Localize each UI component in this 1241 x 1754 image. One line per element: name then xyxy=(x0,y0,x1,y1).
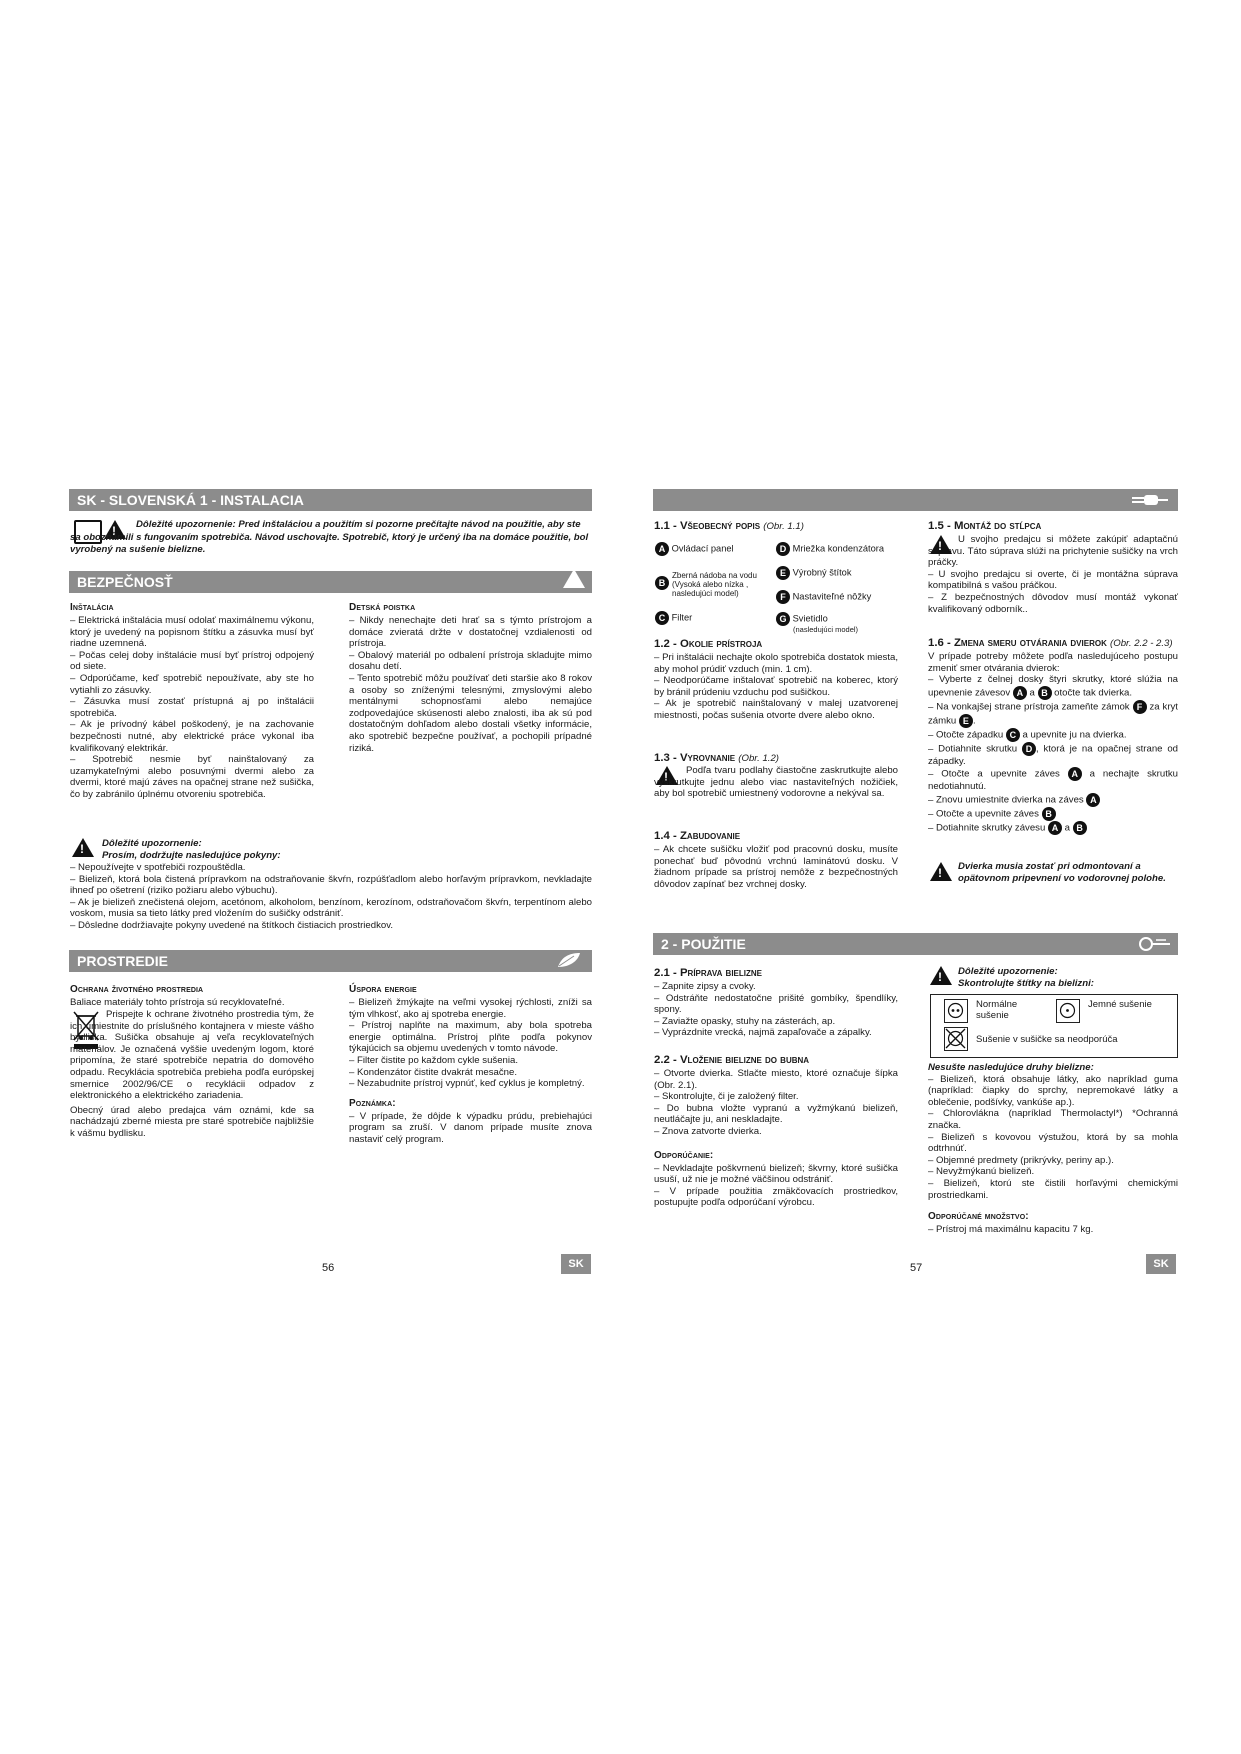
environment-title: Ochrana životného prostredia xyxy=(70,984,204,995)
section-2-2-item: – Znova zatvorte dvierka. xyxy=(654,1125,762,1137)
install-item: – Elektrická inštalácia musí odolať maximálnemu výkonu, ktorý je uvedený na popisnom štítku a zásuvka musí byť riadne uzemnená. xyxy=(70,615,314,650)
section-1-6-step xyxy=(928,821,1178,835)
gentle-dry-symbol-icon xyxy=(1056,999,1080,1023)
install-item: – Ak je prívodný kábel poškodený, je na zachovanie bezpečnosti nutné, aby elektrické práce vykonal iba kvalifikovaný elektrikár. xyxy=(70,719,314,754)
section-1-6-step xyxy=(928,742,1178,768)
quantity-text: – Prístroj má maximálnu kapacitu 7 kg. xyxy=(928,1224,1094,1236)
section-1-1-heading: 1.1 - Všeobecný popis xyxy=(654,520,761,532)
install-item: – Spotrebič nesmie byť nainštalovaný za uzamykateľnými alebo posuvnými dvermi alebo za dvermi, ktoré majú záves na opačnej strane než sušička, čo by zabránilo úplnému otvoreniu spotrebiča. xyxy=(70,754,314,800)
warning2-item: – Bielizeň, ktorá bola čistená prípravkom na odstraňovanie škvŕn, rozpúšťadlom alebo horľavým prípravkom, nevkladajte ihneď po ošetrení (riziko požiaru alebo výbuchu). xyxy=(70,873,592,897)
warning-icon xyxy=(930,862,952,881)
page-header-bar xyxy=(69,489,592,511)
legend-sublabel: (nasledujúci model) xyxy=(793,625,859,634)
section-2-1-title: 2.1 - Príprava bielizne xyxy=(654,967,762,979)
intro-warning-text: Dôležité upozornenie: Pred inštaláciou a použitím si pozorne prečítajte návod na použitie, aby ste sa oboznámili s fungovaním spotrebiča. Návod uschovajte. Spotrebič, ktorý je určený iba na domáce použitie, bol vyrobený na sušenie bielizne. xyxy=(70,519,589,555)
section-1-2-title: 1.2 - Okolie prístroja xyxy=(654,638,763,650)
no-dry-item: – Objemné predmety (prikrývky, periny ap.). xyxy=(928,1154,1114,1166)
step-text: – Otočte a upevnite záves xyxy=(928,768,1068,780)
label-warning-title: Dôležité upozornenie: xyxy=(958,966,1058,977)
hand-icon xyxy=(1138,935,1172,953)
step-text: – Dotiahnite skrutky závesu xyxy=(928,822,1048,834)
no-dry-section xyxy=(928,1062,1178,1236)
section-1-6-ref: (Obr. 2.2 - 2.3) xyxy=(1110,638,1173,649)
section-2-1-item: – Zaviažte opasky, stuhy na zásterách, ap. xyxy=(654,1015,836,1027)
marker-a-icon: A xyxy=(1068,767,1082,781)
legend-label: Filter xyxy=(671,612,693,623)
use-bar xyxy=(653,933,1178,955)
child-safety-section xyxy=(349,602,592,754)
no-dry-item: – Nevyžmýkanú bielizeň. xyxy=(928,1166,1035,1178)
environment-text-block xyxy=(70,1009,314,1140)
section-1-5-title: 1.5 - Montáž do stĺpca xyxy=(928,520,1042,532)
step-text: a upevnite ju na dvierka. xyxy=(1022,729,1127,741)
install-item: – Odporúčame, keď spotrebič nepoužívate, aby ste ho vytiahli zo zásuvky. xyxy=(70,672,314,696)
page-number: 57 xyxy=(910,1262,923,1274)
legend-label: Mriežka kondenzátora xyxy=(792,543,885,554)
page-header-bar xyxy=(653,489,1178,511)
warning2-list xyxy=(70,862,592,932)
section-2-1-item: – Odstráňte nedostatočne prišité gombíky, špendlíky, spony. xyxy=(654,992,898,1016)
legend-label: Výrobný štítok xyxy=(792,567,852,578)
note-title: Poznámka: xyxy=(349,1097,396,1109)
recommendation-item: – Nevkladajte poškvrnenú bielizeň; škvrny, ktoré sušička usuší, už nie je možné väčšinou odstrániť. xyxy=(654,1162,898,1186)
section-1-6-step xyxy=(928,807,1178,821)
marker-b-icon: B xyxy=(655,576,669,590)
safety-warning-icon xyxy=(563,569,585,588)
section-1-3-heading: 1.3 - Vyrovnanie xyxy=(654,752,736,764)
section-1-1-title xyxy=(654,520,804,533)
environment-text: Prispejte k ochrane životného prostredia tým, že ich umiestnite do príslušného kontajnera v mieste vášho bydliska. Sušička obsahuje aj veľa recyklovateľných materiálov. Je označená vyššie uvedeným logom, ktoré pripomína, že staré spotrebiče nepatria do domového odpadu. Recyklácia spotrebiča prebieha podľa európskej smernice 2002/96/CE o recyklácii odpadov z elektronického a elektrického zariadenia. xyxy=(70,1009,314,1102)
marker-c-icon: C xyxy=(1006,728,1020,742)
legend-item-d xyxy=(776,542,884,556)
warning2-subtitle: Prosím, dodržujte nasledujúce pokyny: xyxy=(102,850,281,861)
installation-section xyxy=(70,602,314,801)
section-1-6-step xyxy=(928,767,1178,793)
marker-a-icon: A xyxy=(655,542,669,556)
section-1-2-item: – Ak je spotrebič nainštalovaný v malej uzatvorenej miestnosti, počas sušenia otvorte dvere alebo okno. xyxy=(654,698,898,721)
normal-dry-label: Normálne sušenie xyxy=(976,999,1018,1021)
energy-item: – Nezabudnite prístroj vypnúť, keď cyklus je kompletný. xyxy=(349,1078,585,1090)
energy-item: – Prístroj naplňte na maximum, aby bola spotreba energie optimálna. Prístroj plňte podľa pokynov týkajúcich sa objemu uvedených v tomto návode. xyxy=(349,1020,592,1055)
warning2-item: – Dôsledne dodržiavajte pokyny uvedené na štítkoch čistiacich prostriedkov. xyxy=(70,919,393,931)
section-2-1 xyxy=(654,967,898,1039)
marker-b-icon: B xyxy=(1073,821,1087,835)
section-1-4 xyxy=(654,830,898,890)
safety-bar-title: BEZPEČNOSŤ xyxy=(77,574,173,590)
child-item: – Nikdy nenechajte deti hrať sa s týmto prístrojom a domáce zvieratá držte v dostatočnej vzdialenosti od prístroja. xyxy=(349,615,592,650)
legend-label: Zberná nádoba na vodu xyxy=(672,571,757,580)
energy-item: – Kondenzátor čistite dvakrát mesačne. xyxy=(349,1066,517,1078)
marker-e-icon: E xyxy=(959,714,973,728)
use-bar-title: 2 - POUŽITIE xyxy=(661,936,746,952)
language-badge: SK xyxy=(561,1254,591,1274)
marker-f-icon: F xyxy=(776,590,790,604)
step-text: a nechajte skrutku nedotiahnutú. xyxy=(928,768,1178,793)
marker-a-icon: A xyxy=(1048,821,1062,835)
section-1-2-item: – Neodporúčame inštalovať spotrebič na koberec, ktorý by bránil prúdeniu vzduchu pod sušičkou. xyxy=(654,675,898,698)
section-1-3-ref: (Obr. 1.2) xyxy=(738,753,779,764)
no-dry-title: Nesušte nasledujúce druhy bielizne: xyxy=(928,1062,1094,1073)
section-1-1-ref: (Obr. 1.1) xyxy=(763,521,804,532)
step-text: – Na vonkajšej strane prístroja zameňte zámok xyxy=(928,701,1133,713)
warning-icon xyxy=(930,966,952,985)
normal-dry-symbol-icon xyxy=(944,999,968,1023)
note-text: – V prípade, že dôjde k výpadku prúdu, prebiehajúci program sa zruší. V danom prípade musíte znova nastaviť celý program. xyxy=(349,1110,592,1145)
environment-bar xyxy=(69,950,592,972)
section-1-6-heading: 1.6 - Zmena smeru otvárania dvierok xyxy=(928,637,1107,649)
legend-item-f xyxy=(776,590,871,604)
legend-item-b xyxy=(655,571,785,598)
environment-section xyxy=(70,984,314,1009)
step-text: – Dotiahnite skrutku xyxy=(928,743,1022,755)
recommendation-title: Odporúčanie: xyxy=(654,1149,714,1161)
section-1-5 xyxy=(928,520,1178,615)
marker-d-icon: D xyxy=(776,542,790,556)
plug-icon xyxy=(1130,491,1170,509)
child-item: – Obalový materiál po odbalení prístroja skladujte mimo dosahu detí. xyxy=(349,649,592,673)
marker-b-icon: B xyxy=(1038,686,1052,700)
section-2-2-item: – Skontrolujte, či je založený filter. xyxy=(654,1091,799,1103)
marker-a-icon: A xyxy=(1013,686,1027,700)
section-1-4-title: 1.4 - Zabudovanie xyxy=(654,830,741,842)
energy-item: – Bielizeň žmýkajte na veľmi vysokej rýchlosti, zníži sa tým vlhkosť, ako aj spotreba energie. xyxy=(349,997,592,1020)
environment-bar-title: PROSTREDIE xyxy=(77,953,169,969)
marker-a-icon: A xyxy=(1086,793,1100,807)
no-dry-item: – Chlorovlákna (napríklad Thermolactyl*) *Ochranná značka. xyxy=(928,1108,1178,1131)
section-1-2-item: – Pri inštalácii nechajte okolo spotrebiča dostatok miesta, aby mohol prúdiť vzduch (min. 1 cm). xyxy=(654,652,898,675)
section-1-6 xyxy=(928,637,1178,835)
step-text: – Vyberte z čelnej dosky štyri skrutky, ktoré slúžia na upevnenie závesov xyxy=(928,674,1178,699)
energy-item: – Filter čistite po každom cykle sušenia. xyxy=(349,1054,519,1066)
legend-item-a xyxy=(655,542,734,556)
child-safety-title: Detská poistka xyxy=(349,602,416,613)
section-1-6-step xyxy=(928,728,1178,742)
section-2-2 xyxy=(654,1054,898,1209)
install-item: – Zásuvka musí zostať prístupná aj po inštalácii spotrebiča. xyxy=(70,696,314,719)
quantity-title: Odporúčané množstvo: xyxy=(928,1211,1029,1223)
step-text: – Znovu umiestnite dvierka na záves xyxy=(928,794,1087,806)
leaf-icon xyxy=(556,951,582,969)
section-1-6-step xyxy=(928,700,1178,728)
section-2-2-item: – Otvorte dvierka. Stlačte miesto, ktoré označuje šípka (Obr. 2.1). xyxy=(654,1068,898,1091)
no-dry-item: – Bielizeň s kovovou výstužou, ktorá by sa mohla odtrhnúť. xyxy=(928,1131,1178,1155)
energy-section xyxy=(349,984,592,1146)
energy-title: Úspora energie xyxy=(349,984,417,995)
warning2-item: – Ak je bielizeň znečistená olejom, acetónom, alkoholom, benzínom, kerozínom, odstraňovačom škvŕn, terpentínom alebo voskom, musia sa tieto látky pred vložením do sušičky odstrániť. xyxy=(70,896,592,920)
marker-c-icon: C xyxy=(655,611,669,625)
environment-text: Baliace materiály tohto prístroja sú recyklovateľné. xyxy=(70,997,285,1008)
warning2-title: Dôležité upozornenie: xyxy=(102,838,202,849)
warning-icon xyxy=(72,838,94,857)
section-2-2-item: – Do bubna vložte vypranú a vyžmýkanú bielizeň, neutláčajte ju, ani neskladajte. xyxy=(654,1102,898,1126)
no-dry-item: – Bielizeň, ktorú ste čistili horľavými chemickými prostriedkami. xyxy=(928,1177,1178,1201)
section-1-6-intro: V prípade potreby môžete podľa nasledujúceho postupu zmeniť smer otvárania dvierok: xyxy=(928,651,1178,674)
section-1-2 xyxy=(654,638,898,722)
section-2-1-item: – Zapnite zipsy a cvoky. xyxy=(654,981,756,992)
no-dry-item: – Bielizeň, ktorá obsahuje látky, ako napríklad guma (napríklad: čiapky do sprchy, nepremokavé látky a oblečenie, podšívky, vankúše ap.). xyxy=(928,1073,1178,1108)
gentle-dry-label: Jemné sušenie xyxy=(1088,999,1152,1010)
marker-d-icon: D xyxy=(1022,742,1036,756)
legend-item-g xyxy=(776,612,858,634)
legend-label: Svietidlo xyxy=(792,613,828,624)
marker-b-icon: B xyxy=(1042,807,1056,821)
section-1-6-step xyxy=(928,793,1178,807)
section-1-5-item: – Z bezpečnostných dôvodov musí montáž vykonať kvalifikovaný odborník.. xyxy=(928,591,1178,615)
recommendation-item: – V prípade použitia zmäkčovacích prostriedkov, postupujte podľa odporúčaní výrobcu. xyxy=(654,1185,898,1209)
step-text: – Otočte západku xyxy=(928,729,1006,741)
step-text: a xyxy=(1064,822,1073,834)
legend-item-e xyxy=(776,566,852,580)
step-text: . xyxy=(972,715,976,727)
step-text: otočte tak dvierka. xyxy=(1054,687,1133,699)
section-2-1-item: – Vyprázdnite vrecká, najmä zapaľovače a zápalky. xyxy=(654,1027,872,1039)
language-badge: SK xyxy=(1146,1254,1176,1274)
label-warning-subtitle: Skontrolujte štítky na bielizni: xyxy=(958,978,1094,989)
install-item: – Počas celej doby inštalácie musí byť prístroj odpojený od siete. xyxy=(70,649,314,673)
no-tumble-dry-symbol-icon xyxy=(944,1027,968,1051)
section-1-4-text: – Ak chcete sušičku vložiť pod pracovnú dosku, musíte ponechať buď pôvodnú vrchnú laminátovú dosku. V žiadnom prípade sa prístroj nemôže z bezpečnostných dôvodov zapínať bez vrchnej dosky. xyxy=(654,844,898,890)
section-1-6-step xyxy=(928,674,1178,700)
step-text: , ktorá je na opačnej strane od západky. xyxy=(928,743,1178,767)
section-1-3-text: Podľa tvaru podlahy čiastočne zaskrutkujte alebo vyskrutkujte jednu alebo viac nastaviteľných nožičiek, aby bol spotrebič umiestnený vodorovne a nekýval sa. xyxy=(654,765,898,800)
page-header-title: SK - SLOVENSKÁ 1 - INSTALACIA xyxy=(77,492,304,508)
step-text: a xyxy=(1029,687,1038,699)
section-1-5-item: U svojho predajcu si môžete zakúpiť adaptačnú súpravu. Táto súprava slúži na prichytenie sušičky na vrch práčky. xyxy=(928,534,1178,569)
environment-text: Obecný úrad alebo predajca vám oznámi, kde sa nachádzajú zberné miesta pre staré spotrebiče najbližšie k vášmu bydlisku. xyxy=(70,1104,314,1139)
legend-item-c xyxy=(655,611,692,625)
step-text: za kryt zámku xyxy=(928,701,1178,727)
section-1-3-title xyxy=(654,752,779,765)
marker-f-icon: F xyxy=(1133,700,1147,714)
section-1-6-title xyxy=(928,637,1178,650)
marker-g-icon: G xyxy=(776,612,790,626)
step-text: – Otočte a upevnite záves xyxy=(928,808,1042,820)
legend-sublabel: (Vysoká alebo nízka , nasledujúci model) xyxy=(672,580,749,598)
no-tumble-dry-label: Sušenie v sušičke sa neodporúča xyxy=(976,1034,1118,1045)
legend-label: Nastaviteľné nôžky xyxy=(792,591,872,602)
section-1-6-warning: Dvierka musia zostať pri odmontovaní a opätovnom pripevnení vo vodorovnej polohe. xyxy=(958,861,1166,884)
section-2-2-title: 2.2 - Vloženie bielizne do bubna xyxy=(654,1054,810,1066)
warning2-item: – Nepoužívejte v spotřebiči rozpouštědla. xyxy=(70,862,246,873)
section-1-5-item: – U svojho predajcu si overte, či je montážna súprava kompatibilná s vašou práčkou. xyxy=(928,568,1178,592)
safety-bar xyxy=(69,571,592,593)
warning-icon xyxy=(930,535,952,554)
child-item: – Tento spotrebič môžu používať deti staršie ako 8 rokov a osoby so zníženými telesnými, zmyslovými alebo mentálnymi schopnosťami alebo nemajúce zodpovedajúce skúsenosti alebo znalosti, iba ak sú pod dostatočným dohľadom alebo dostali všetky informácie, ako spotrebič bezpečne používať, a pochopili prípadné riziká. xyxy=(349,672,592,754)
marker-e-icon: E xyxy=(776,566,790,580)
page-number: 56 xyxy=(322,1262,335,1274)
installation-title: Inštalácia xyxy=(70,602,114,613)
legend-label: Ovládací panel xyxy=(671,543,734,554)
